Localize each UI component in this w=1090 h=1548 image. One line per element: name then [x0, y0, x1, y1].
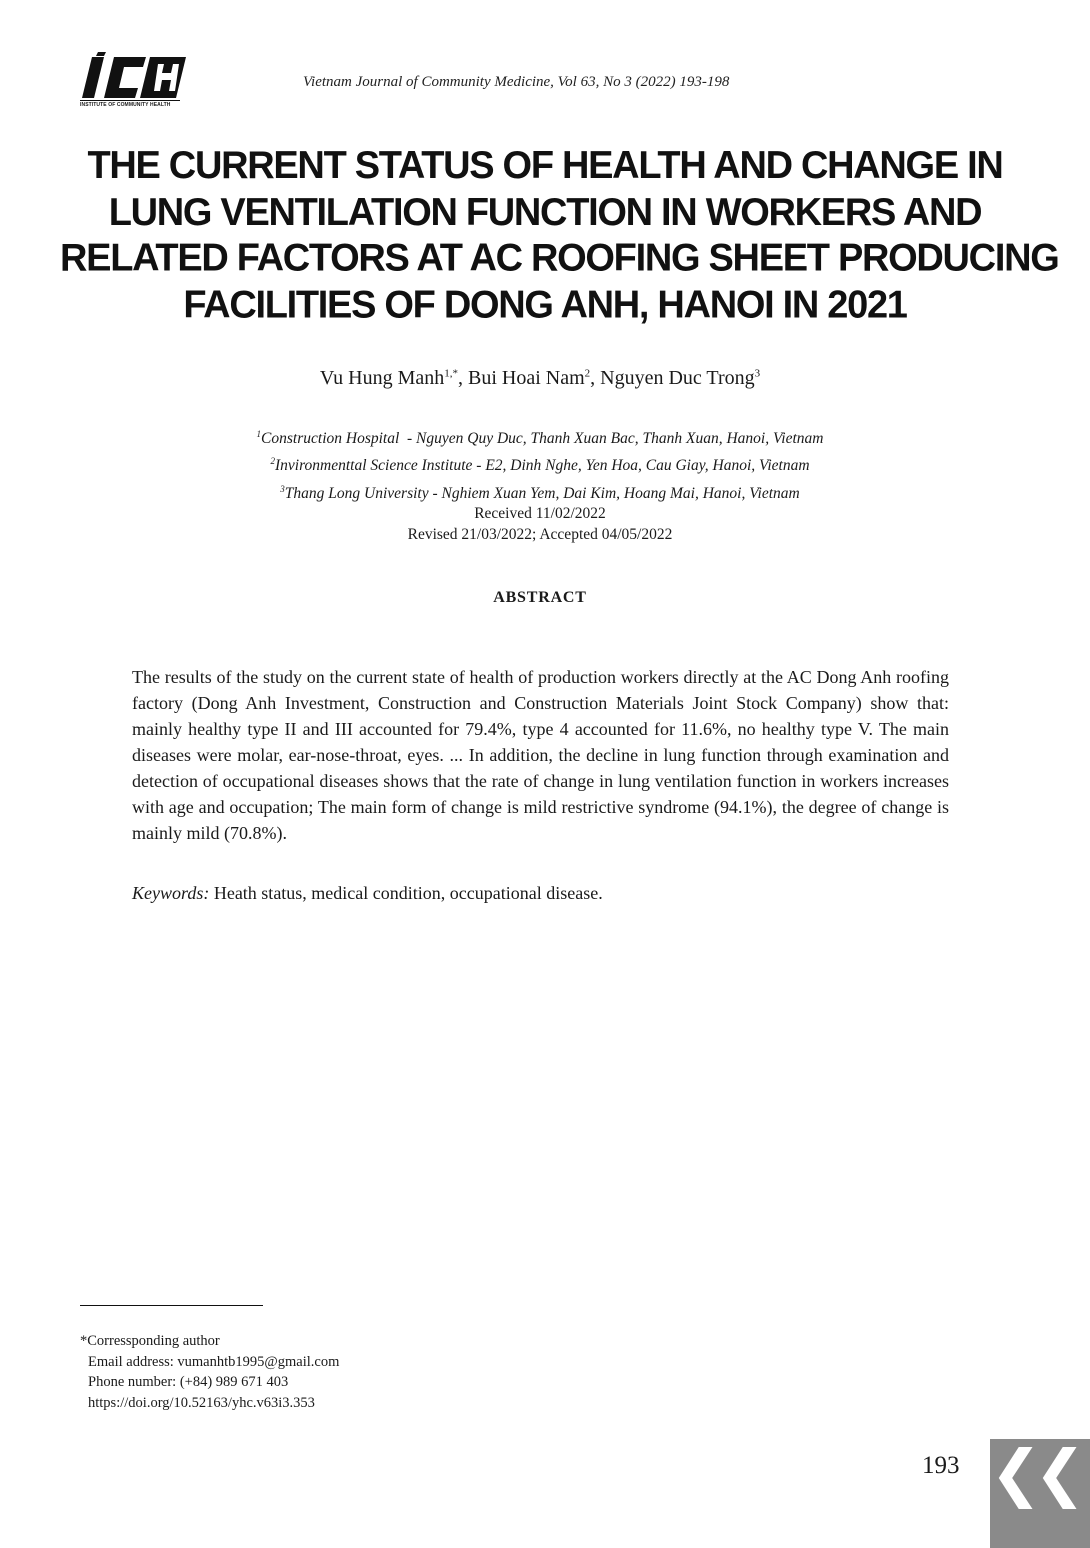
double-chevron-left-icon: ❮❮	[990, 1436, 1078, 1509]
author-name: Vu Hung Manh	[319, 367, 445, 389]
title-line: THE CURRENT STATUS OF HEALTH AND CHANGE IN	[87, 144, 1003, 188]
abstract-body: The results of the study on the current state of health of production workers directly at the AC Dong Anh roofing factory (Dong Anh Investment, Construction and Construction Materials Joint Stock Company) show that: mainly healthy type II and III accounted for 79.4%, type 4 accounted for 11.6%, no healthy type V. The main diseases were molar, ear-nose-throat, eyes. ... In addition, the decline in lung function through examination and detection of occupational diseases shows that the rate of change in lung ventilation function in workers increases with age and occupation; The main form of change is mild restrictive syndrome (94.1%), the degree of change is mainly mild (70.8%).	[132, 667, 949, 843]
affiliation-sup: 1	[256, 429, 262, 439]
affiliation	[0, 423, 1080, 450]
author-sup: 3	[754, 367, 761, 380]
footnote	[80, 1331, 339, 1413]
title-line: FACILITIES OF DONG ANH, HANOI IN 2021	[183, 283, 907, 327]
title-line: LUNG VENTILATION FUNCTION IN WORKERS AND	[108, 190, 982, 234]
affiliation-text: Thang Long University - Nghiem Xuan Yem, Dai Kim, Hoang Mai, Hanoi, Vietnam	[284, 484, 800, 502]
keywords-text: Heath status, medical condition, occupational disease.	[213, 883, 603, 903]
affiliation-sup: 2	[270, 456, 275, 467]
affiliation-sup: 3	[280, 483, 285, 494]
footnote-divider	[80, 1305, 263, 1306]
received-date: Received 11/02/2022	[474, 505, 606, 522]
affiliation	[0, 478, 1080, 505]
phone-line: Phone number: (+84) 989 671 403	[88, 1374, 289, 1390]
author-sup: 1,*	[444, 367, 458, 380]
author-list: Vu Hung Manh$^{1,*}$, Bui Hoai Nam$^2$, Nguyen Duc Trong$^3$	[319, 367, 761, 389]
submission-dates	[0, 503, 1080, 545]
author-name: Bui Hoai Nam	[468, 367, 585, 389]
journal-citation: Vietnam Journal of Community Medicine, Vol 63, No 3 (2022) 193-198	[303, 74, 730, 90]
page-tab	[990, 1436, 1090, 1548]
revised-accepted-date: Revised 21/03/2022; Accepted 04/05/2022	[407, 526, 673, 543]
logo-subtitle: INSTITUTE OF COMMUNITY HEALTH	[80, 100, 180, 108]
author-name: Nguyen Duc Trong	[600, 367, 755, 389]
affiliation-text: Invironmenttal Science Institute - E2, Dinh Nghe, Yen Hoa, Cau Giay, Hanoi, Vietnam	[274, 457, 810, 475]
abstract-heading: ABSTRACT	[493, 589, 587, 606]
author-sup: 2	[584, 367, 591, 380]
keywords-label: Keywords:	[132, 883, 210, 903]
doi-link[interactable]: https://doi.org/10.52163/yhc.v63i3.353	[88, 1394, 315, 1411]
affiliations	[0, 423, 1080, 505]
affiliation	[0, 450, 1080, 477]
title-line: RELATED FACTORS AT AC ROOFING SHEET PRODUCING	[60, 237, 1059, 280]
paper-title	[60, 143, 1059, 329]
page-number: 193	[922, 1452, 960, 1479]
corresponding-author-note: *Corressponding author	[80, 1333, 220, 1349]
keywords	[132, 883, 603, 904]
email-line: Email address: vumanhtb1995@gmail.com	[88, 1353, 340, 1370]
affiliation-text: Construction Hospital - Nguyen Quy Duc, Thanh Xuan Bac, Thanh Xuan, Hanoi, Vietnam	[261, 430, 824, 448]
